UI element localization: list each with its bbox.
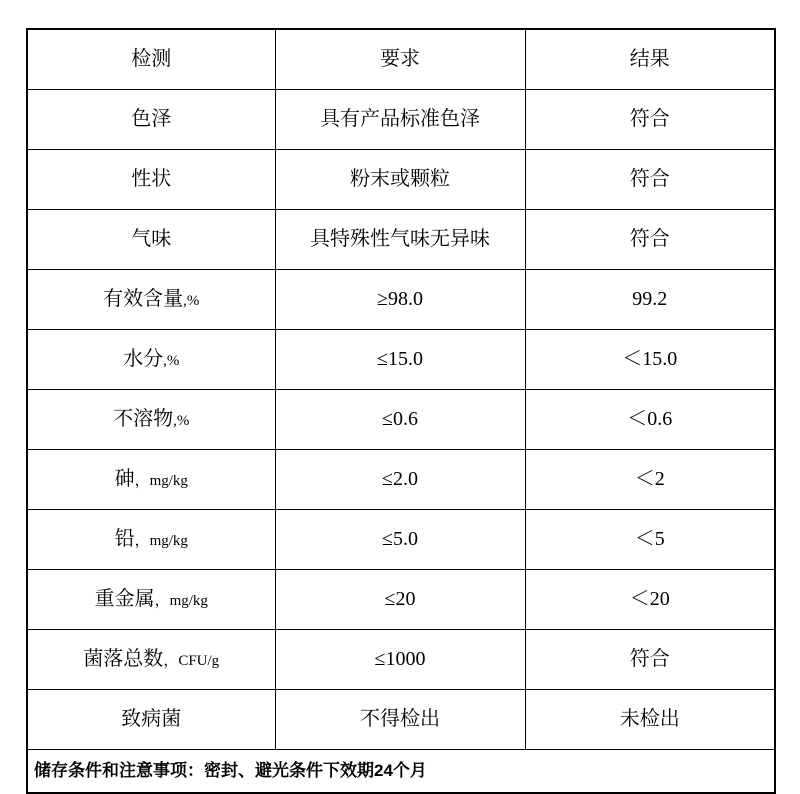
cell-requirement: 粉末或颗粒 (275, 150, 525, 210)
cell-item (27, 630, 275, 690)
table-row (27, 150, 775, 210)
cell-item (27, 570, 275, 630)
table-row (27, 90, 775, 150)
item-label: 重金属 (94, 588, 155, 610)
item-label: 色泽 (131, 108, 172, 130)
cell-requirement: 具有产品标准色泽 (275, 90, 525, 150)
cell-item (27, 270, 275, 330)
table-row (27, 270, 775, 330)
column-header-result: 结果 (525, 29, 775, 90)
column-header-requirement: 要求 (275, 29, 525, 90)
cell-result: 99.2 (525, 270, 775, 330)
specification-table (26, 28, 776, 794)
cell-item (27, 450, 275, 510)
table-row (27, 390, 775, 450)
cell-result: ＜0.6 (525, 390, 775, 450)
cell-requirement: ≤1000 (275, 630, 525, 690)
item-unit: ,% (183, 293, 200, 309)
cell-result: ＜2 (525, 450, 775, 510)
cell-requirement: ≤5.0 (275, 510, 525, 570)
item-unit: ，mg/kg (154, 593, 208, 609)
cell-item (27, 210, 275, 270)
column-header-item: 检测 (27, 29, 275, 90)
cell-requirement: ≤20 (275, 570, 525, 630)
item-unit: ，CFU/g (163, 653, 220, 669)
cell-result: 符合 (525, 210, 775, 270)
item-label: 铅 (114, 528, 135, 550)
storage-note: 储存条件和注意事项：密封、避光条件下效期24个月 (27, 750, 775, 794)
cell-requirement: ≤0.6 (275, 390, 525, 450)
table-row (27, 450, 775, 510)
table-row (27, 690, 775, 750)
cell-result: 符合 (525, 150, 775, 210)
table-footer-row (27, 750, 775, 794)
cell-result: 符合 (525, 90, 775, 150)
cell-result: ＜5 (525, 510, 775, 570)
item-label: 气味 (131, 228, 172, 250)
item-label: 水分 (123, 348, 164, 370)
item-label: 性状 (131, 168, 172, 190)
table-body (27, 29, 775, 793)
table-row (27, 630, 775, 690)
cell-result: 未检出 (525, 690, 775, 750)
cell-result: 符合 (525, 630, 775, 690)
table-row (27, 330, 775, 390)
cell-item (27, 330, 275, 390)
cell-result: ＜15.0 (525, 330, 775, 390)
cell-item (27, 90, 275, 150)
table-header-row (27, 29, 775, 90)
item-unit: ，mg/kg (134, 473, 188, 489)
cell-item (27, 390, 275, 450)
item-unit: ,% (173, 413, 190, 429)
cell-requirement: ≤2.0 (275, 450, 525, 510)
cell-result: ＜20 (525, 570, 775, 630)
item-unit: ,% (163, 353, 180, 369)
cell-requirement: ≥98.0 (275, 270, 525, 330)
table-row (27, 210, 775, 270)
cell-requirement: 具特殊性气味无异味 (275, 210, 525, 270)
cell-requirement: ≤15.0 (275, 330, 525, 390)
cell-item (27, 690, 275, 750)
cell-requirement: 不得检出 (275, 690, 525, 750)
cell-item (27, 150, 275, 210)
item-label: 菌落总数 (83, 648, 164, 670)
item-label: 有效含量 (103, 288, 184, 310)
item-label: 不溶物 (113, 408, 174, 430)
item-label: 砷 (114, 468, 135, 490)
table-row (27, 570, 775, 630)
cell-item (27, 510, 275, 570)
table-row (27, 510, 775, 570)
item-label: 致病菌 (121, 708, 182, 730)
item-unit: ，mg/kg (134, 533, 188, 549)
